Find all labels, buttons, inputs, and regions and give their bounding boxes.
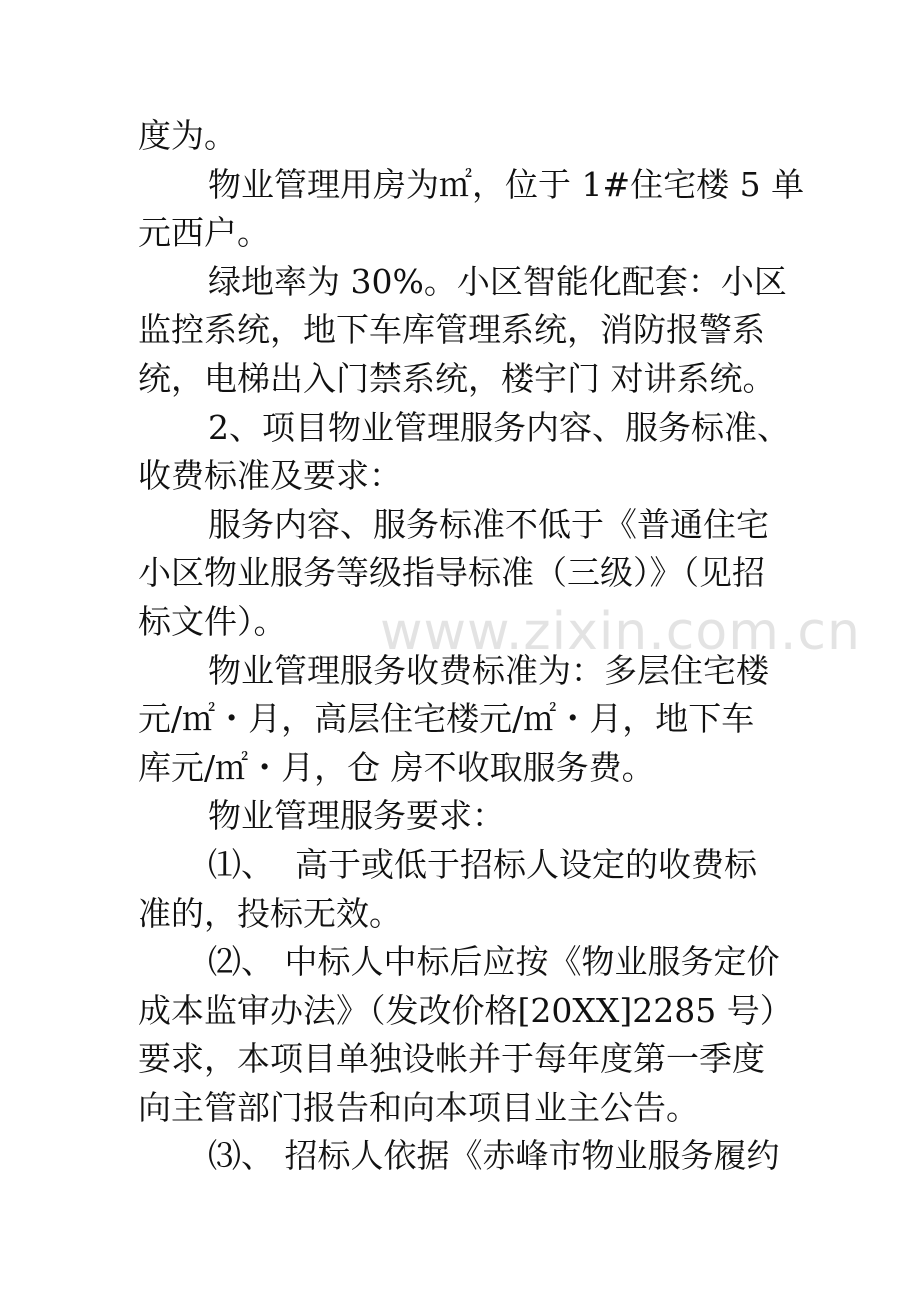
text-line: 统，电梯出入门禁系统，楼宇门 对讲系统。 <box>138 358 776 398</box>
text-line: 元/㎡・月，高层住宅楼元/㎡・月，地下车 <box>138 699 755 739</box>
text-line: 2、项目物业管理服务内容、服务标准、 <box>208 407 790 447</box>
text-line: 服务内容、服务标准不低于《普通住宅 <box>208 504 769 544</box>
text-line: 物业管理服务收费标准为：多层住宅楼 <box>208 650 769 690</box>
text-line: ⑴、 高于或低于招标人设定的收费标 <box>208 844 757 884</box>
watermark: www.zixin.com.cn <box>380 602 861 662</box>
text-line: 元西户。 <box>138 213 270 253</box>
text-line: 成本监审办法》（发改价格[20XX]2285 号） <box>138 990 793 1030</box>
text-line: 小区物业服务等级指导标准（三级）》（见招 <box>138 553 765 593</box>
text-line: 物业管理用房为㎡，位于 1#住宅楼 5 单 <box>208 164 805 204</box>
text-line: 收费标准及要求： <box>138 456 402 496</box>
text-line: 监控系统，地下车库管理系统，消防报警系 <box>138 310 765 350</box>
text-line: ⑵、 中标人中标后应按《物业服务定价 <box>208 942 780 982</box>
text-line: 准的，投标无效。 <box>138 893 402 933</box>
text-line: 向主管部门报告和向本项目业主公告。 <box>138 1087 699 1127</box>
text-line: 库元/㎡・月，仓 房不收取服务费。 <box>138 747 655 787</box>
text-line: 绿地率为 30%。小区智能化配套：小区 <box>208 261 787 301</box>
text-line: ⑶、 招标人依据《赤峰市物业服务履约 <box>208 1136 780 1176</box>
text-line: 物业管理服务要求： <box>208 796 505 836</box>
text-line: 度为。 <box>138 116 237 155</box>
text-line: 要求，本项目单独设帐并于每年度第一季度 <box>138 1039 765 1079</box>
text-line: 标文件）。 <box>138 601 287 641</box>
